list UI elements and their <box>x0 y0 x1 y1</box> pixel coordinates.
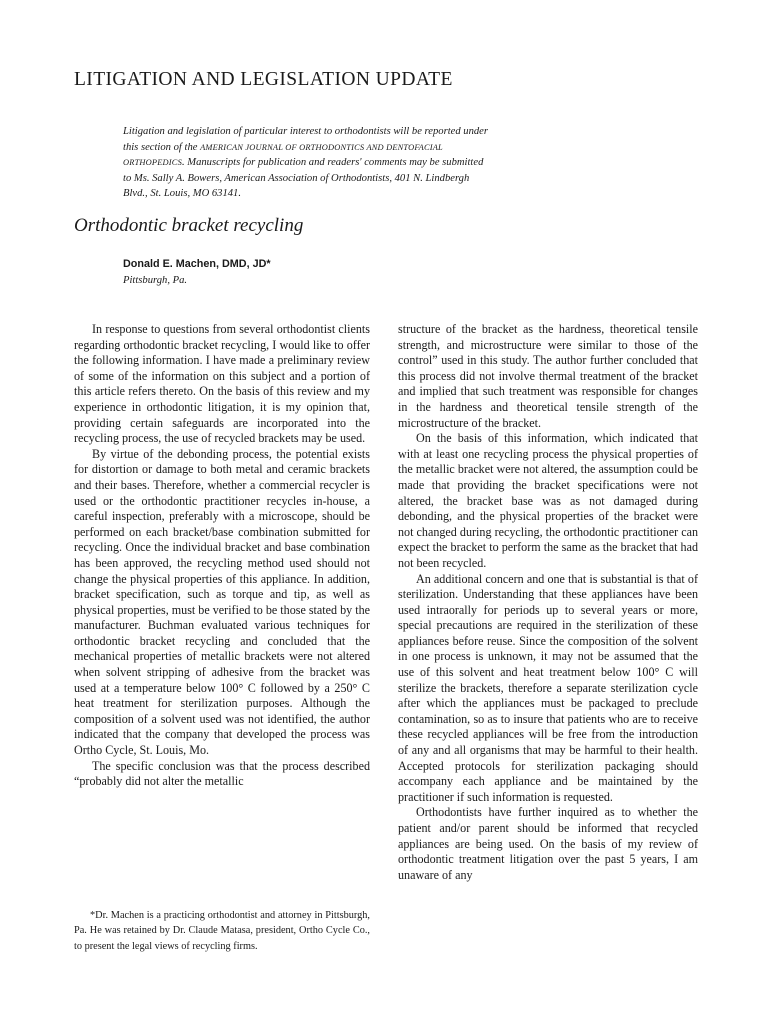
body-paragraph: An additional concern and one that is substantial is that of sterilization. Understanding that these appliances have been used intraorally for periods up to several years or more, special precautions are required in the sterilization of these appliances before reuse. Since the composition of the solvent in one process is unknown, it may not be assumed that the use of this solvent and heat treatment below 100° C will sterilize the brackets, therefore a separate sterilization cycle after which the appliances must be packaged to preclude contamination, so as to insure that patients who are to receive these recycled appliances will be free from the introduction of any and all organisms that may be harmful to their health. Accepted protocols for sterilization packaging should accompany each appliance and be maintained by the practitioner if such information is requested. <box>398 571 698 804</box>
body-paragraph: The specific conclusion was that the process described “probably did not alter the metallic <box>74 758 370 789</box>
author-name: Donald E. Machen, DMD, JD* <box>123 258 271 270</box>
intro-line <box>123 140 573 156</box>
footnote-text: *Dr. Machen is a practicing orthodontist and attorney in Pittsburgh, Pa. He was retained by Dr. Claude Matasa, president, Ortho Cycle Co., to present the legal views of recycling firms. <box>74 910 370 952</box>
body-column-left <box>74 322 370 790</box>
body-column-right <box>398 322 698 883</box>
body-paragraph: structure of the bracket as the hardness, theoretical tensile strength, and microstructure were similar to those of the control” used in this study. The author further concluded that this process did not involve thermal treatment of the bracket and implied that such treatment was responsible for changes in the hardness and theoretical tensile strength of the microstructure of the bracket. <box>398 322 698 430</box>
journal-name: AMERICAN JOURNAL OF ORTHODONTICS AND DENTOFACIAL <box>200 142 443 152</box>
intro-text: this section of the <box>123 141 201 153</box>
section-intro <box>123 124 573 202</box>
section-title: LITIGATION AND LEGISLATION UPDATE <box>74 69 453 90</box>
intro-line: Litigation and legislation of particular interest to orthodontists will be reported under <box>123 126 488 137</box>
journal-name: ORTHOPEDICS <box>123 158 182 168</box>
article-title: Orthodontic bracket recycling <box>74 215 304 236</box>
body-paragraph: On the basis of this information, which indicated that with at least one recycling process the physical properties of the metallic bracket were not altered, the assumption could be made that providing the bracket specifications were not altered, the bracket base was as not damaged during debonding, and the physical properties of the bracket were not changed during recycling, the orthodontic practitioner can expect the bracket to perform the same as the bracket that had not been recycled. <box>398 431 698 570</box>
intro-text: . Manuscripts for publication and readers' comments may be submitted <box>181 157 484 169</box>
body-paragraph: In response to questions from several orthodontist clients regarding orthodontic bracket recycling, I would like to offer the following information. I have made a preliminary review of some of the information on this subject and a portion of this article refers thereto. On the basis of this review and my experience in orthodontic litigation, it is my opinion that, providing certain safeguards are incorporated into the recycling process, the use of recycled brackets may be used. <box>74 322 370 446</box>
author-affiliation: Pittsburgh, Pa. <box>123 275 188 286</box>
author-footnote <box>74 908 370 954</box>
intro-line <box>123 155 573 171</box>
intro-line: Blvd., St. Louis, MO 63141. <box>123 188 242 200</box>
intro-line: to Ms. Sally A. Bowers, American Association of Orthodontists, 401 N. Lindbergh <box>123 172 470 184</box>
body-paragraph: Orthodontists have further inquired as to whether the patient and/or parent should be informed that recycled appliances are being used. On the basis of my review of orthodontic treatment litigation over the past 5 years, I am unaware of any <box>398 805 698 882</box>
body-paragraph: By virtue of the debonding process, the potential exists for distortion or damage to both metal and ceramic brackets and their bases. Therefore, whether a commercial recycler is used or the orthodontic practitioner recycles in-house, a careful inspection, preferably with a microscope, should be performed on each bracket/base combination submitted for recycling. Once the individual bracket and base combination has been approved, the recycling method used should not change the physical properties of this appliance. In addition, bracket specification, such as torque and tip, as well as physical properties, must be verified to be those stated by the manufacturer. Buchman evaluated various techniques for orthodontic bracket recycling and concluded that the mechanical properties of metallic brackets were not altered when solvent stripping of adhesive from the bracket was used at a temperature below 100° C followed by a 250° C heat treatment for sterilization purposes. Although the composition of a solvent used was not identified, the author indicated that the company that developed the process was Ortho Cycle, St. Louis, Mo. <box>74 446 370 758</box>
